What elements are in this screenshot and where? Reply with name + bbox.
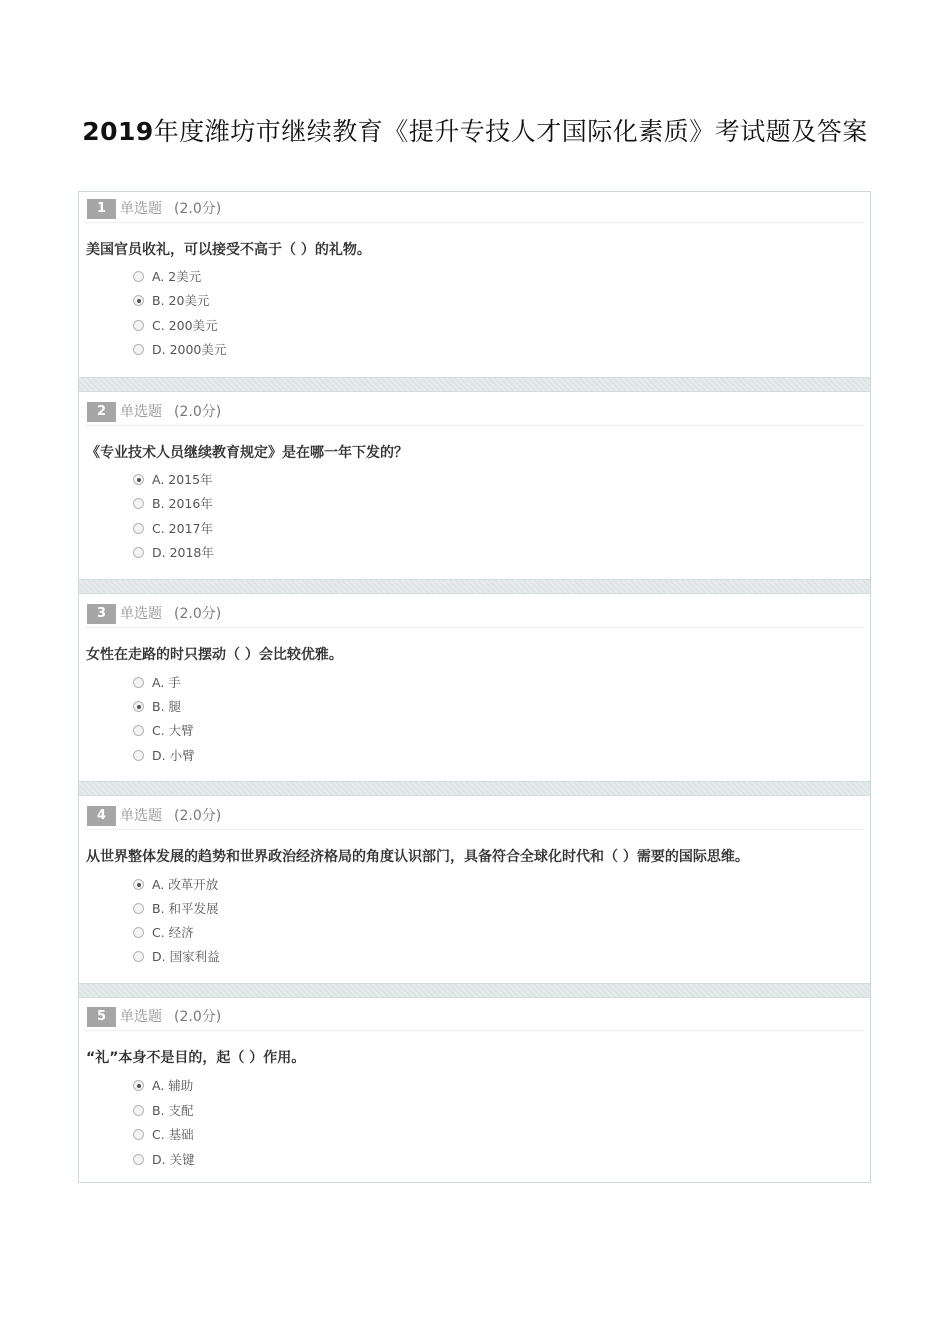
question-type: 单选题 bbox=[120, 201, 162, 217]
option-label: D. 2018年 bbox=[152, 545, 214, 560]
question-header bbox=[85, 603, 864, 628]
option-label: B. 支配 bbox=[152, 1103, 194, 1118]
question-divider bbox=[79, 579, 870, 594]
question-number-badge: 1 bbox=[87, 199, 116, 219]
radio-button[interactable] bbox=[133, 750, 144, 761]
question-header bbox=[85, 805, 864, 830]
option-label: D. 国家利益 bbox=[152, 949, 220, 964]
option-label: A. 2美元 bbox=[152, 269, 202, 284]
radio-button[interactable] bbox=[133, 903, 144, 914]
option-label: D. 关键 bbox=[152, 1152, 195, 1167]
option-label: A. 手 bbox=[152, 675, 181, 690]
radio-button[interactable] bbox=[133, 1080, 144, 1091]
option-label: B. 腿 bbox=[152, 699, 182, 714]
option-label: A. 2015年 bbox=[152, 472, 213, 487]
question-type: 单选题 bbox=[120, 606, 162, 622]
question-score: (2.0分) bbox=[174, 606, 222, 622]
option-label: C. 2017年 bbox=[152, 521, 213, 536]
radio-button[interactable] bbox=[133, 295, 144, 306]
question-text: 从世界整体发展的趋势和世界政治经济格局的角度认识部门，具备符合全球化时代和（ ）需要的国际思维。 bbox=[86, 849, 749, 865]
question-score: (2.0分) bbox=[174, 201, 222, 217]
option-label: D. 2000美元 bbox=[152, 342, 227, 357]
option-label: A. 改革开放 bbox=[152, 877, 219, 892]
title-text: 年度潍坊市继续教育《提升专技人才国际化素质》考试题及答案 bbox=[153, 117, 868, 146]
radio-button[interactable] bbox=[133, 474, 144, 485]
radio-button[interactable] bbox=[133, 523, 144, 534]
option-label: B. 和平发展 bbox=[152, 901, 219, 916]
question-number-badge: 4 bbox=[87, 806, 116, 826]
title-year: 2019 bbox=[82, 117, 154, 146]
document-title bbox=[0, 112, 950, 148]
radio-button[interactable] bbox=[133, 1154, 144, 1165]
question-text: 女性在走路的时只摆动（ ）会比较优雅。 bbox=[86, 647, 343, 663]
radio-button[interactable] bbox=[133, 927, 144, 938]
question-number-badge: 3 bbox=[87, 604, 116, 624]
radio-button[interactable] bbox=[133, 1105, 144, 1116]
option-label: C. 基础 bbox=[152, 1127, 194, 1142]
question-type: 单选题 bbox=[120, 404, 162, 420]
question-number-badge: 2 bbox=[87, 402, 116, 422]
question-header bbox=[85, 1006, 864, 1031]
radio-button[interactable] bbox=[133, 677, 144, 688]
question-type: 单选题 bbox=[120, 1009, 162, 1025]
question-divider bbox=[79, 377, 870, 392]
option-label: D. 小臂 bbox=[152, 748, 195, 763]
question-score: (2.0分) bbox=[174, 404, 222, 420]
radio-button[interactable] bbox=[133, 879, 144, 890]
question-score: (2.0分) bbox=[174, 1009, 222, 1025]
radio-button[interactable] bbox=[133, 1129, 144, 1140]
radio-button[interactable] bbox=[133, 951, 144, 962]
option-label: A. 辅助 bbox=[152, 1078, 194, 1093]
question-text: 《专业技术人员继续教育规定》是在哪一年下发的？ bbox=[86, 445, 408, 461]
option-label: B. 2016年 bbox=[152, 496, 213, 511]
question-divider bbox=[79, 983, 870, 998]
option-label: C. 经济 bbox=[152, 925, 194, 940]
radio-button[interactable] bbox=[133, 271, 144, 282]
radio-button[interactable] bbox=[133, 725, 144, 736]
question-text: “礼”本身不是目的，起（ ）作用。 bbox=[86, 1050, 306, 1066]
question-type: 单选题 bbox=[120, 808, 162, 824]
radio-button[interactable] bbox=[133, 320, 144, 331]
option-label: C. 200美元 bbox=[152, 318, 218, 333]
quiz-panel bbox=[78, 191, 871, 1183]
question-header bbox=[85, 198, 864, 223]
radio-button[interactable] bbox=[133, 547, 144, 558]
radio-button[interactable] bbox=[133, 701, 144, 712]
question-score: (2.0分) bbox=[174, 808, 222, 824]
question-number-badge: 5 bbox=[87, 1007, 116, 1027]
radio-button[interactable] bbox=[133, 498, 144, 509]
radio-button[interactable] bbox=[133, 344, 144, 355]
option-label: B. 20美元 bbox=[152, 293, 210, 308]
question-header bbox=[85, 401, 864, 426]
question-divider bbox=[79, 781, 870, 796]
question-text: 美国官员收礼，可以接受不高于（ ）的礼物。 bbox=[86, 242, 371, 258]
option-label: C. 大臂 bbox=[152, 723, 194, 738]
